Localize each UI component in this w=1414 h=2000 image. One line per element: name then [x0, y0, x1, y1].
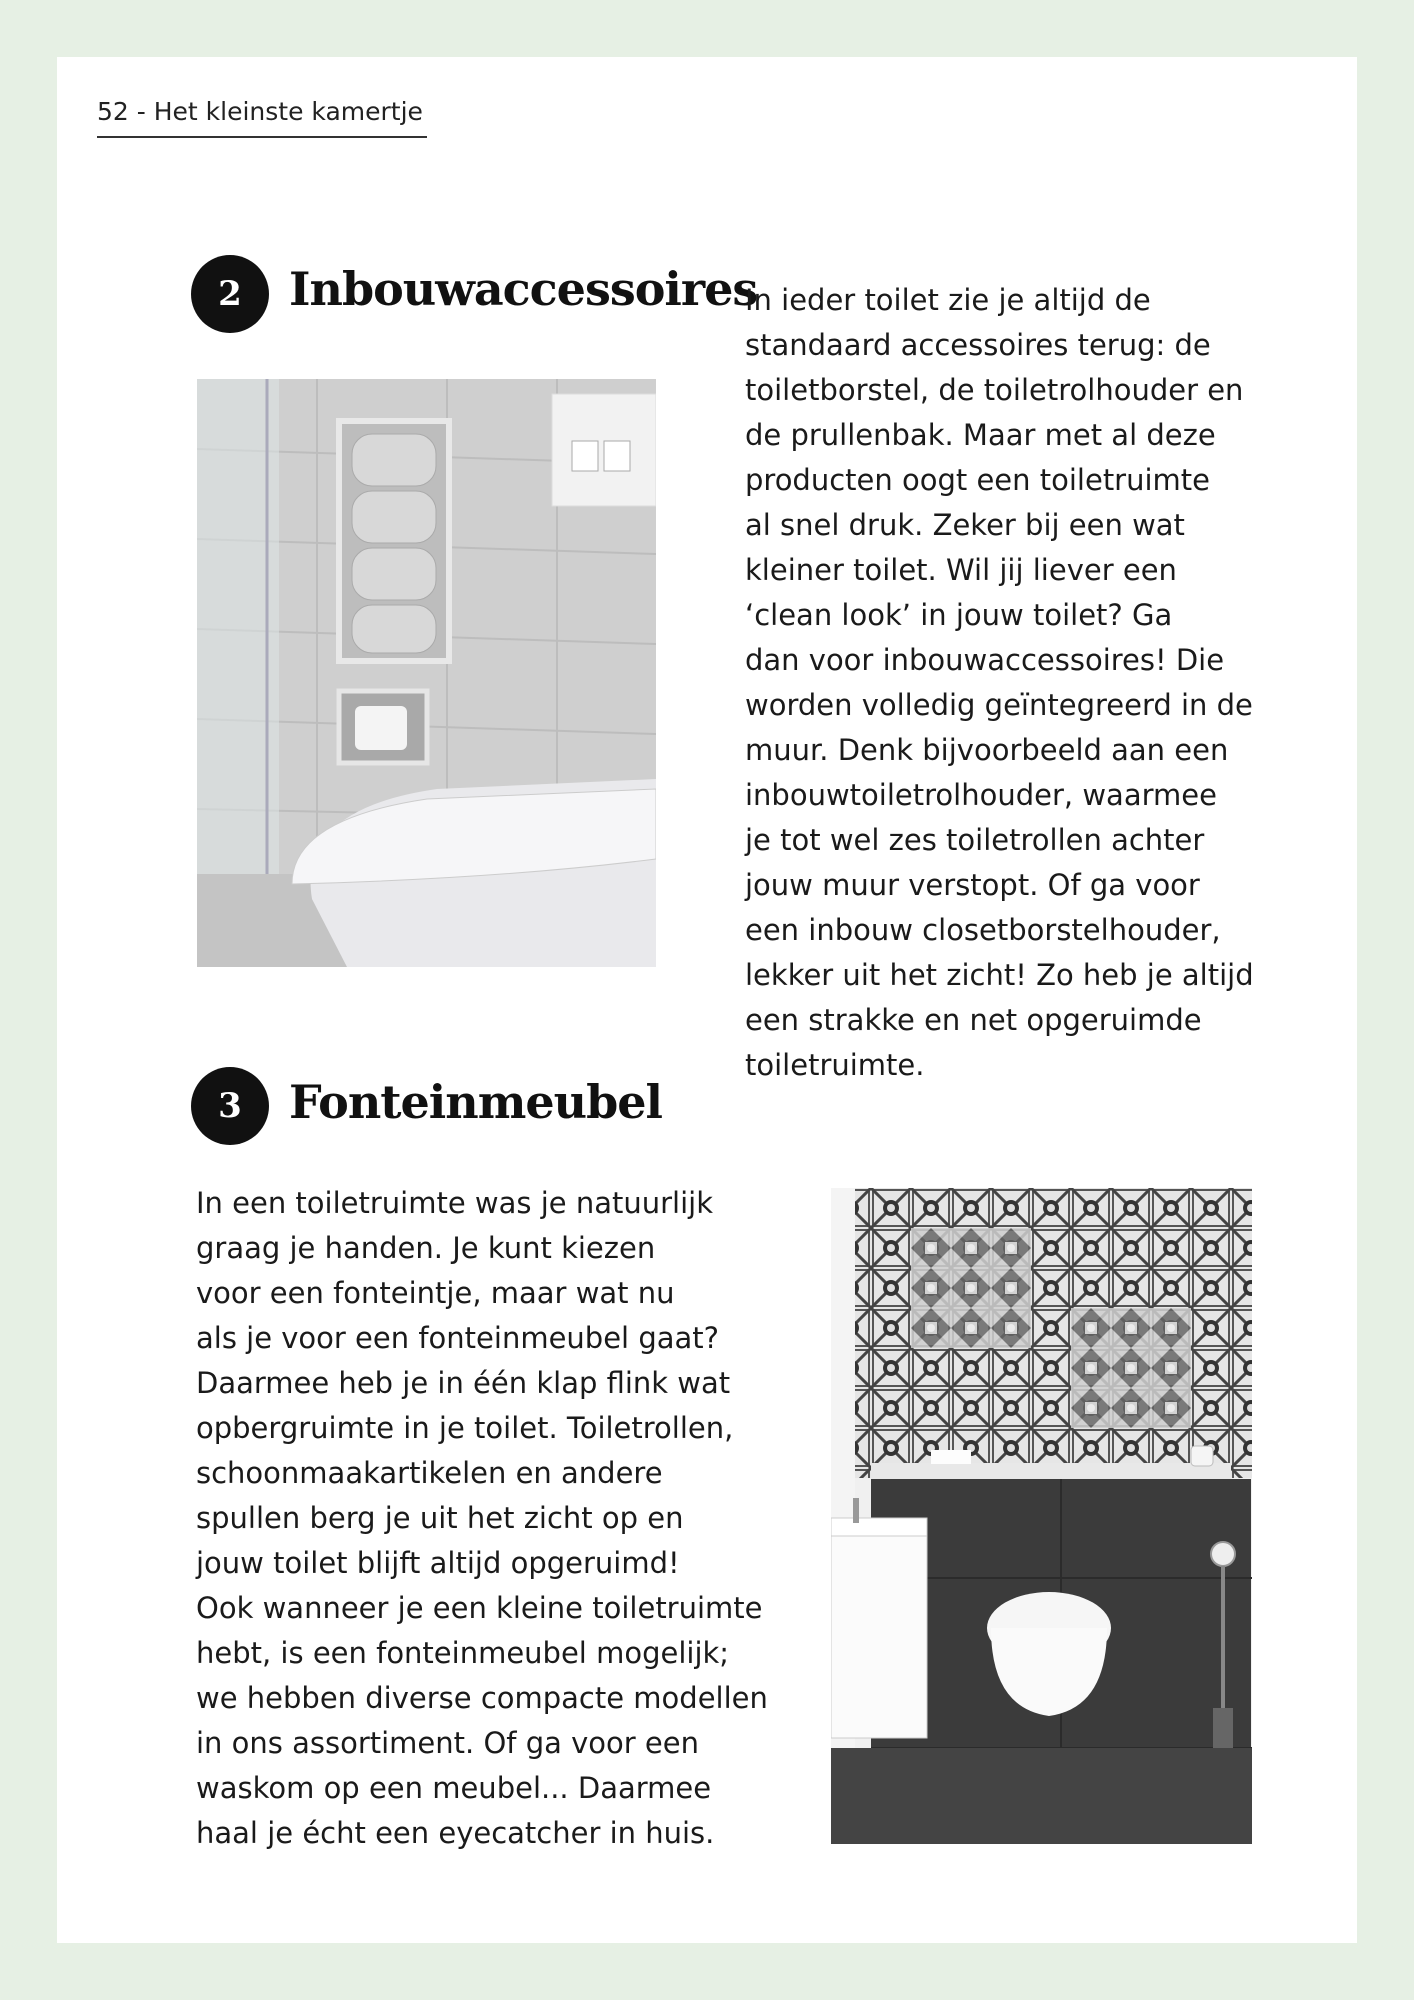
paragraph-line: haal je écht een eyecatcher in huis. [196, 1816, 715, 1850]
photo-toilet-with-fontein-cabinet [831, 1188, 1252, 1844]
paragraph-line: spullen berg je uit het zicht op en [196, 1501, 684, 1535]
paragraph-line: voor een fonteintje, maar wat nu [196, 1276, 675, 1310]
paragraph-line: toiletruimte. [745, 1048, 925, 1082]
paragraph-line: jouw muur verstopt. Of ga voor [745, 868, 1200, 902]
section-heading-inbouwaccessoires: Inbouwaccessoires [289, 262, 758, 316]
paragraph-line: een inbouw closetborstelhouder, [745, 913, 1221, 947]
paragraph-line: dan voor inbouwaccessoires! Die [745, 643, 1225, 677]
paragraph-line: we hebben diverse compacte modellen [196, 1681, 768, 1715]
section-number-badge: 2 [191, 255, 269, 333]
paragraph-line: een strakke en net opgeruimde [745, 1003, 1202, 1037]
paragraph-line: schoonmaakartikelen en andere [196, 1456, 663, 1490]
paragraph-line: Daarmee heb je in één klap flink wat [196, 1366, 731, 1400]
paragraph-line: kleiner toilet. Wil jij liever een [745, 553, 1177, 587]
paragraph-line: graag je handen. Je kunt kiezen [196, 1231, 656, 1265]
paragraph-line: opbergruimte in je toilet. Toiletrollen, [196, 1411, 734, 1445]
paragraph-line: de prullenbak. Maar met al deze [745, 418, 1216, 452]
chapter-title: Het kleinste kamertje [153, 97, 423, 126]
header-separator: - [136, 97, 146, 126]
section-heading-fonteinmeubel: Fonteinmeubel [289, 1075, 662, 1129]
paragraph-line: in ons assortiment. Of ga voor een [196, 1726, 699, 1760]
running-header [97, 88, 427, 138]
page-number: 52 [97, 97, 129, 126]
paragraph-line: In een toiletruimte was je natuurlijk [196, 1186, 714, 1220]
paragraph-line: als je voor een fonteinmeubel gaat? [196, 1321, 720, 1355]
paragraph-line: In ieder toilet zie je altijd de [745, 283, 1151, 317]
section-body-inbouwaccessoires [745, 278, 1254, 1088]
paragraph-line: jouw toilet blijft altijd opgeruimd! [196, 1546, 680, 1580]
paragraph-line: je tot wel zes toiletrollen achter [745, 823, 1205, 857]
paragraph-line: ‘clean look’ in jouw toilet? Ga [745, 598, 1173, 632]
paragraph-line: muur. Denk bijvoorbeeld aan een [745, 733, 1229, 767]
paragraph-line: standaard accessoires terug: de [745, 328, 1211, 362]
section-number-badge: 3 [191, 1067, 269, 1145]
paragraph-line: waskom op een meubel... Daarmee [196, 1771, 712, 1805]
paragraph-line: al snel druk. Zeker bij een wat [745, 508, 1185, 542]
photo-recessed-toilet-roll-holder [197, 379, 656, 967]
section-body-fonteinmeubel [196, 1181, 768, 1856]
paragraph-line: worden volledig geïntegreerd in de [745, 688, 1253, 722]
paragraph-line: hebt, is een fonteinmeubel mogelijk; [196, 1636, 730, 1670]
paragraph-line: inbouwtoiletrolhouder, waarmee [745, 778, 1217, 812]
paragraph-line: lekker uit het zicht! Zo heb je altijd [745, 958, 1254, 992]
paragraph-line: producten oogt een toiletruimte [745, 463, 1211, 497]
paragraph-line: Ook wanneer je een kleine toiletruimte [196, 1591, 763, 1625]
paragraph-line: toiletborstel, de toiletrolhouder en [745, 373, 1244, 407]
